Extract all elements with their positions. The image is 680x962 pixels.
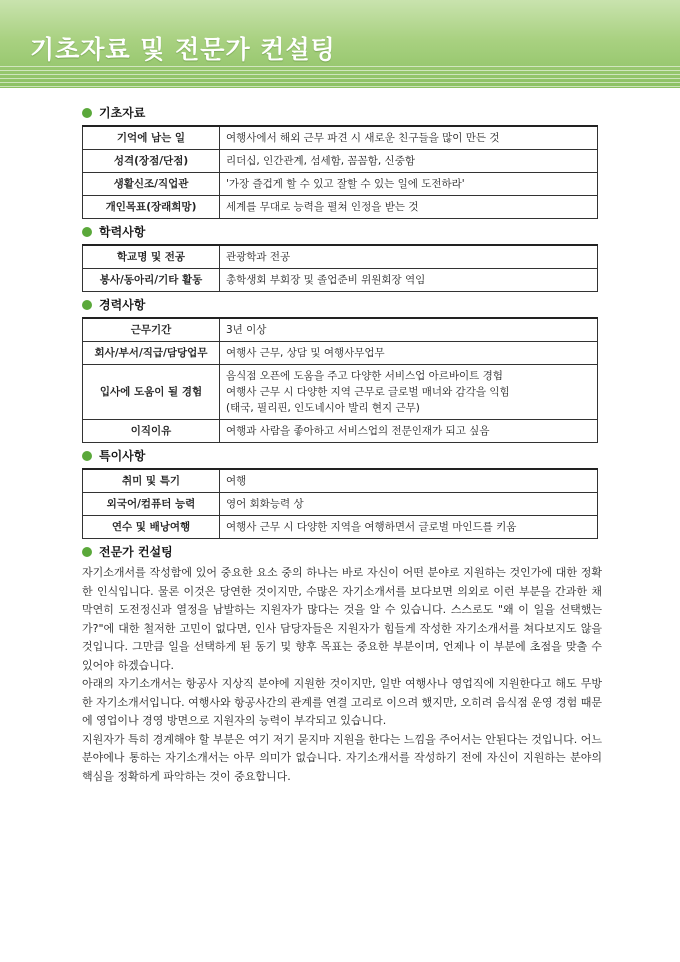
section-career-title: [82, 296, 598, 314]
table-row: [83, 365, 598, 420]
row-key: 회사/부서/직급/담당업무: [83, 342, 220, 365]
row-value: '가장 즐겁게 할 수 있고 잘할 수 있는 일에 도전하라': [220, 173, 598, 196]
section-basic-label: 기초자료: [99, 106, 146, 120]
table-row: [83, 269, 598, 292]
row-value: 3년 이상: [220, 318, 598, 342]
row-value-line: 여행사 근무 시 다양한 지역 근무로 글로벌 매너와 감각을 익힘: [226, 386, 510, 398]
section-basic-title: [82, 104, 598, 122]
career-table: [82, 317, 598, 443]
section-consulting-label: 전문가 컨설팅: [99, 545, 173, 559]
row-value: 총학생회 부회장 및 졸업준비 위원회장 역임: [220, 269, 598, 292]
bullet-icon: [82, 547, 92, 557]
row-value: 여행사 근무 시 다양한 지역을 여행하면서 글로벌 마인드를 키움: [220, 516, 598, 539]
table-row: [83, 173, 598, 196]
bullet-icon: [82, 300, 92, 310]
consulting-paragraph: 자기소개서를 작성함에 있어 중요한 요소 중의 하나는 바로 자신이 어떤 분야로 지원하는 것인가에 대한 정확한 인식입니다. 물론 이것은 당연한 것이지만, 수많은 자기소개서를 보다보면 의외로 이런 부분을 간과한 채 막연히 도전정신과 열정을 남발하는 지원자가 많다는 것을 알 수 있습니다. 스스로도 "왜 이 일을 선택했는가?"에 대한 철저한 고민이 없다면, 인사 담당자들은 지원자가 힘들게 작성한 자기소개서를 쳐다보지도 않을 것입니다. 그만큼 일을 선택하게 된 동기 및 향후 목표는 중요한 부분이며, 언제나 이 부분에 초점을 맞출 수 있어야 하겠습니다.: [82, 566, 602, 672]
table-row: [83, 245, 598, 269]
table-row: [83, 516, 598, 539]
row-key: 이직이유: [83, 420, 220, 443]
section-special-label: 특이사항: [99, 449, 146, 463]
row-key: 개인목표(장래희망): [83, 196, 220, 219]
row-value: 관광학과 전공: [220, 245, 598, 269]
row-key: 연수 및 배낭여행: [83, 516, 220, 539]
row-key: 기억에 남는 일: [83, 126, 220, 150]
table-row: [83, 126, 598, 150]
row-value: 리더십, 인간관계, 섬세함, 꼼꼼함, 신중함: [220, 150, 598, 173]
section-special-title: [82, 447, 598, 465]
table-row: [83, 420, 598, 443]
special-table: [82, 468, 598, 539]
row-key: 성격(장점/단점): [83, 150, 220, 173]
table-row: [83, 469, 598, 493]
table-row: [83, 196, 598, 219]
row-key: 입사에 도움이 될 경험: [83, 365, 220, 420]
bullet-icon: [82, 227, 92, 237]
row-value: 영어 회화능력 상: [220, 493, 598, 516]
row-value: 여행: [220, 469, 598, 493]
row-key: 학교명 및 전공: [83, 245, 220, 269]
row-value: [220, 365, 598, 420]
row-key: 취미 및 특기: [83, 469, 220, 493]
section-consulting-title: [82, 543, 598, 561]
row-key: 봉사/동아리/기타 활동: [83, 269, 220, 292]
section-career-label: 경력사항: [99, 298, 146, 312]
section-education-label: 학력사항: [99, 225, 146, 239]
row-value-line: (태국, 필리핀, 인도네시아 발리 현지 근무): [226, 402, 420, 414]
table-row: [83, 342, 598, 365]
row-value: 여행사 근무, 상담 및 여행사무업무: [220, 342, 598, 365]
page-header: [0, 0, 680, 88]
content: [82, 104, 602, 786]
row-key: 외국어/컴퓨터 능력: [83, 493, 220, 516]
page-title: 기초자료 및 전문가 컨설팅: [30, 35, 336, 64]
table-row: [83, 150, 598, 173]
bullet-icon: [82, 108, 92, 118]
section-education-title: [82, 223, 598, 241]
row-value-line: 음식점 오픈에 도움을 주고 다양한 서비스업 아르바이트 경험: [226, 370, 503, 382]
row-key: 생활신조/직업관: [83, 173, 220, 196]
table-row: [83, 493, 598, 516]
bullet-icon: [82, 451, 92, 461]
row-key: 근무기간: [83, 318, 220, 342]
row-value: 여행과 사람을 좋아하고 서비스업의 전문인재가 되고 싶음: [220, 420, 598, 443]
row-value: 세계를 무대로 능력을 펼쳐 인정을 받는 것: [220, 196, 598, 219]
consulting-paragraph: 아래의 자기소개서는 항공사 지상직 분야에 지원한 것이지만, 일반 여행사나 영업직에 지원한다고 해도 무방한 자기소개서입니다. 여행사와 항공사간의 관계를 연결 고리로 이으려 했지만, 오히려 음식점 운영 경험 때문에 영업이나 경영 방면으로 지원자의 능력이 부각되고 있습니다.: [82, 677, 602, 727]
header-stripes: [0, 66, 680, 88]
row-value: 여행사에서 해외 근무 파견 시 새로운 친구들을 많이 만든 것: [220, 126, 598, 150]
basic-table: [82, 125, 598, 219]
consulting-paragraph: 지원자가 특히 경계해야 할 부분은 여기 저기 묻지마 지원을 한다는 느낌을 주어서는 안된다는 것입니다. 어느 분야에나 통하는 자기소개서는 아무 의미가 없습니다. 자기소개서를 작성하기 전에 자신이 지원하는 분야의 핵심을 정확하게 파악하는 것이 중요합니다.: [82, 732, 602, 783]
education-table: [82, 244, 598, 292]
table-row: [83, 318, 598, 342]
